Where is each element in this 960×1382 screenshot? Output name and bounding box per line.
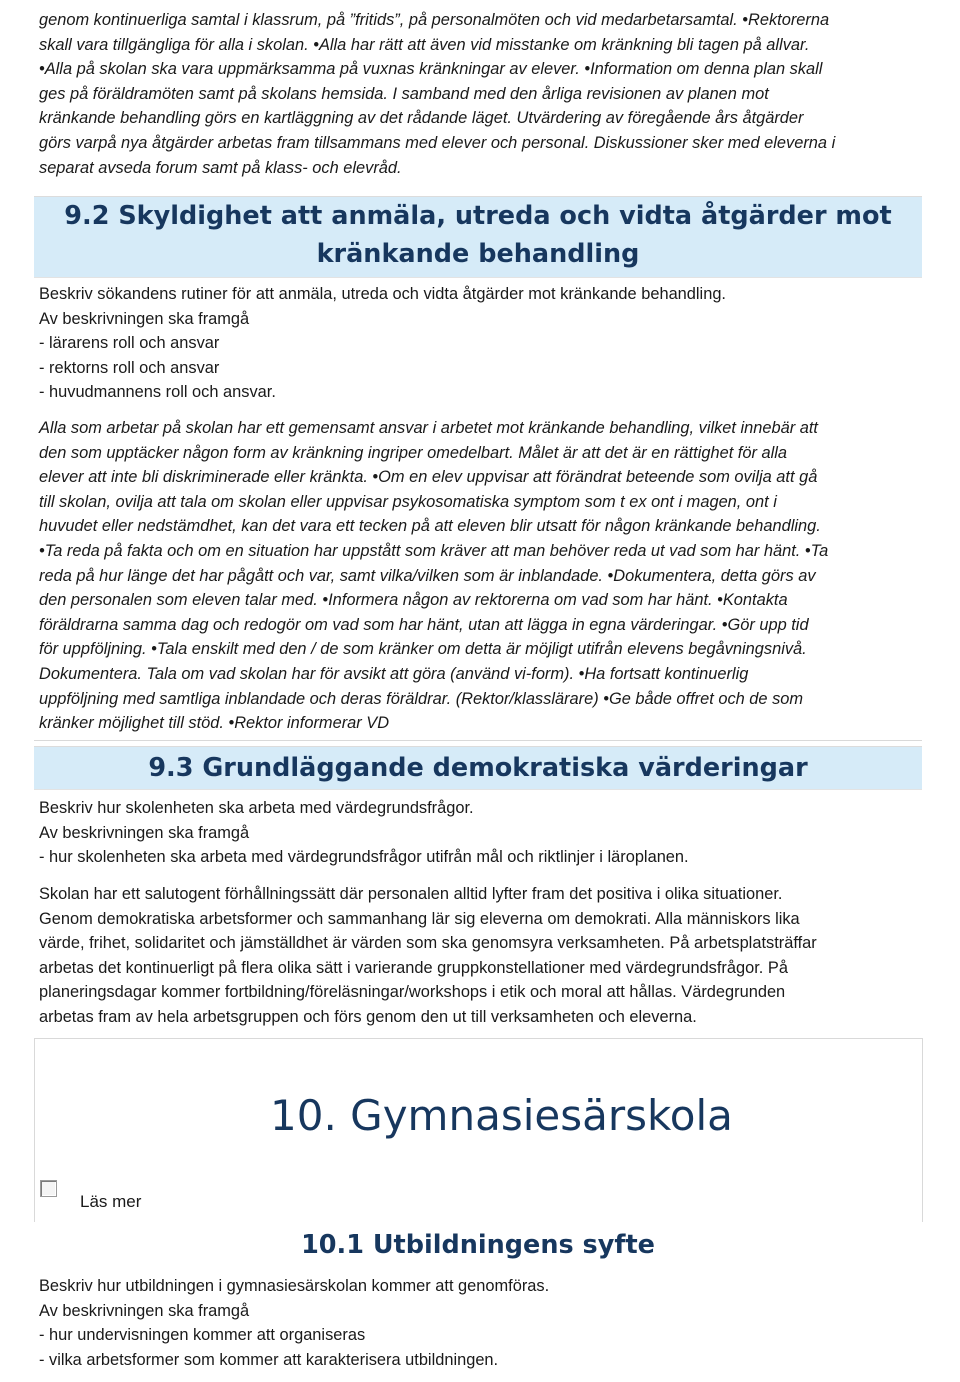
- section-10-heading: 10. Gymnasiesärskola: [270, 1091, 733, 1140]
- section-10-1-instructions: Beskriv hur utbildningen i gymnasiesärskolan kommer att genomföras. Av beskrivningen ska framgå - hur undervisningen kommer att organiseras - vilka arbetsformer som kommer att karakterisera utbildningen.: [39, 1277, 550, 1369]
- section-divider: [34, 740, 922, 741]
- frame-line-right: [922, 1038, 923, 1222]
- section-9-2-instructions: Beskriv sökandens rutiner för att anmäla, utreda och vidta åtgärder mot kränkande behandling. Av beskrivningen ska framgå - lärarens roll och ansvar - rektorns roll och ansvar - huvudmannens roll och ansvar.: [39, 285, 726, 402]
- section-9-2-heading-line2: kränkande behandling: [316, 239, 640, 269]
- section-9-3-answer: Skolan har ett salutogent förhållningssätt där personalen alltid lyfter fram det positiva i olika situationer. Genom demokratiska arbetsformer och sammanhang lär sig eleverna om demokrati. Alla människors lika värde, frihet, solidaritet och jämställdhet är värden som ska genomsyra verksamheten. På arbetsplatsträffar arbetas det kontinuerligt på flera olika sätt i varierande gruppkonstellationer med värdegrundsfrågor. På planeringsdagar kommer fortbildning/föreläsningar/workshops i etik och moral att hållas. Värdegrunden arbetas fram av hela arbetsgruppen och förs genom den ut till verksamheten och eleverna.: [39, 885, 817, 1026]
- section-9-2-heading-band: [34, 196, 922, 278]
- section-10-1-heading: 10.1 Utbildningens syfte: [301, 1230, 655, 1260]
- section-9-3-heading-band: [34, 746, 922, 790]
- top-paragraph: genom kontinuerliga samtal i klassrum, på ”fritids”, på personalmöten och vid medarbetarsamtal. •Rektorerna skall vara tillgängliga för alla i skolan. •Alla har rätt att även vid misstanke om kränkning bli tagen på allvar. •Alla på skolan ska vara uppmärksamma på vuxnas kränkningar av elever. •Information om denna plan skall ges på föräldramöten samt på skolans hemsida. I samband med den årliga revisionen av planen mot kränkande behandling görs en kartläggning av det rådande läget. Utvärdering av föregående års åtgärder görs varpå nya åtgärder arbetas fram tillsammans med elever och personal. Diskussioner sker med eleverna i separat avseda forum samt på klass- och elevråd.: [39, 11, 836, 177]
- read-more-label[interactable]: Läs mer: [80, 1192, 142, 1211]
- section-9-3-heading: 9.3 Grundläggande demokratiska värderingar: [148, 753, 808, 783]
- frame-line-left: [34, 1038, 35, 1222]
- section-9-3-instructions: Beskriv hur skolenheten ska arbeta med värdegrundsfrågor. Av beskrivningen ska framgå - hur skolenheten ska arbeta med värdegrundsfrågor utifrån mål och riktlinjer i läroplanen.: [39, 799, 689, 867]
- section-9-2-heading-line1: 9.2 Skyldighet att anmäla, utreda och vidta åtgärder mot: [64, 201, 892, 231]
- section-divider: [34, 1038, 922, 1039]
- section-9-2-answer: Alla som arbetar på skolan har ett gemensamt ansvar i arbetet mot kränkande behandling, vilket innebär att den som upptäcker någon form av kränkning ingriper omedelbart. Målet är att det är en rättighet för alla elever att inte bli diskriminerade eller kränkta. •Om en elev uppvisar att förändrat beteende som ovilja att gå till skolan, ovilja att tala om skolan eller uppvisar psykosomatiska symptom som t ex ont i magen, ont i huvudet eller nedstämdhet, kan det vara ett tecken på att eleven blir utsatt för någon kränkande behandling. •Ta reda på fakta och om en situation har uppstått som kräver att man behöver reda ut vad som har hänt. •Ta reda på hur länge det har pågått och var, samt vilka/vilken som är inblandade. •Dokumentera, detta görs av den personalen som eleven talar med. •Informera någon av rektorerna om vad som har hänt. •Kontakta föräldrarna samma dag och redogör om vad som har hänt, utan att lägga in egna värderingar. •Gör upp tid för uppföljning. •Tala enskilt med den / de som kränker om detta är möjligt utifrån elevens begåvningsnivå. Dokumentera. Tala om vad skolan har för avsikt att göra (använd vi-form). •Ha fortsatt kontinuerlig uppföljning med samtliga inblandade och deras föräldrar. (Rektor/klasslärare) •Ge både offret och de som kränker möjlighet till stöd. •Rektor informerar VD: [39, 419, 829, 733]
- read-more-checkbox[interactable]: [40, 1180, 57, 1197]
